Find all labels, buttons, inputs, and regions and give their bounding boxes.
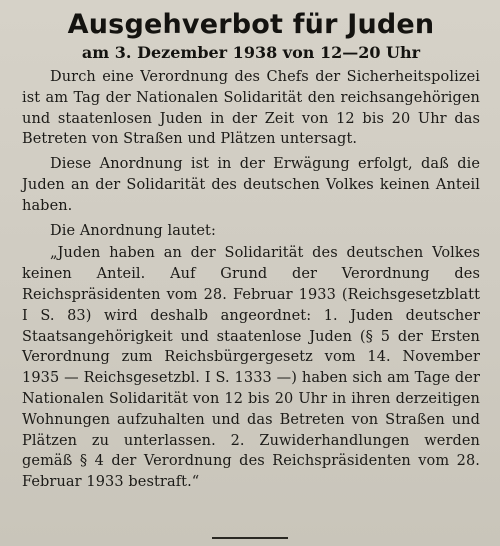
article-end-rule (212, 537, 288, 539)
article-paragraph-2: Diese Anordnung ist in der Erwägung erfolgt, daß die Juden an der Solidarität des deutschen Volkes keinen Anteil haben. (22, 156, 480, 214)
article-quote: „Juden haben an der Solidarität des deutschen Volkes keinen Anteil. Auf Grund der Verordnung des Reichspräsidenten vom 28. Februar 1933 (Reichsgesetzblatt I S. 83) wird deshalb angeordnet: 1. Juden deutscher Staatsangehörigkeit und staatenlose Juden (§ 5 der Ersten Verordnung zum Reichsbürgergesetz vom 14. November 1935 — Reichsgesetzbl. I S. 1333 —) haben sich am Tage der Nationalen Solidarität von 12 bis 20 Uhr in ihren derzeitigen Wohnungen aufzuhalten und das Betreten von Straßen und Plätzen zu unterlassen. 2. Zuwiderhandlungen werden gemäß § 4 der Verordnung des Reichspräsidenten vom 28. Februar 1933 bestraft.“ (22, 245, 480, 491)
article-headline: Ausgehverbot für Juden (67, 9, 435, 40)
article-paragraph-1: Durch eine Verordnung des Chefs der Sicherheitspolizei ist am Tag der Nationalen Solidarität den reichsangehörigen und staatenlosen Juden in der Zeit von 12 bis 20 Uhr das Betreten von Straßen und Plätzen untersagt. (22, 69, 480, 148)
article-subheadline: am 3. Dezember 1938 von 12—20 Uhr (81, 43, 421, 62)
article-paragraph-3: Die Anordnung lautet: (50, 222, 216, 239)
